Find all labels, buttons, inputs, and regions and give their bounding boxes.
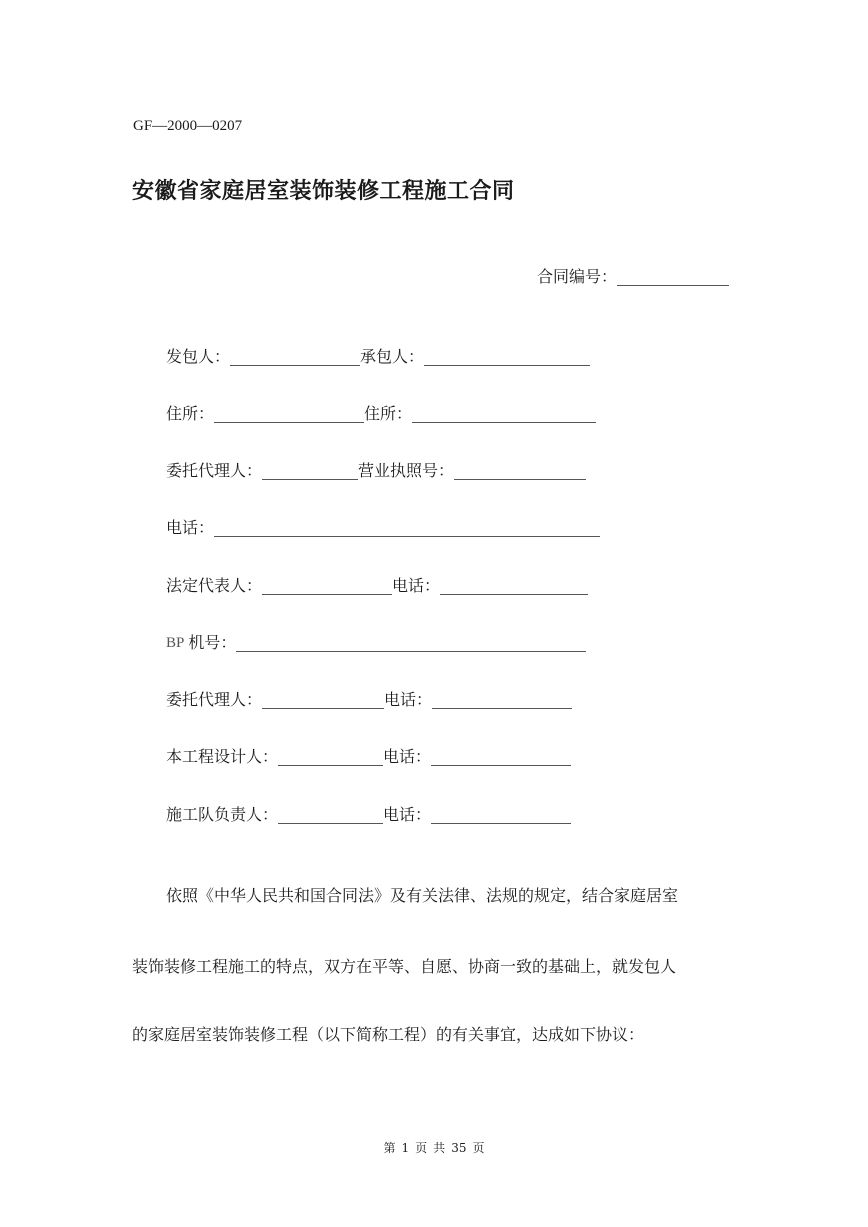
designer-phone-blank[interactable] xyxy=(431,746,571,766)
agent-license-row xyxy=(166,460,586,484)
legal-rep-phone-label: 电话： xyxy=(392,576,441,595)
address-row xyxy=(166,403,596,427)
party-row xyxy=(166,346,590,370)
contract-number-label: 合同编号： xyxy=(537,267,618,286)
employer-agent-label: 委托代理人： xyxy=(166,461,263,480)
employer-label: 发包人： xyxy=(166,347,231,366)
footer-word-gong: 共 xyxy=(433,1141,446,1155)
contractor-agent-row xyxy=(166,689,572,713)
legal-rep-row xyxy=(166,575,588,599)
bp-blank[interactable] xyxy=(236,632,586,652)
contractor-agent-label: 委托代理人： xyxy=(166,690,263,709)
contractor-agent-phone-label: 电话： xyxy=(384,690,433,709)
footer-total-pages: 35 xyxy=(451,1141,467,1155)
contractor-label: 承包人： xyxy=(360,347,425,366)
standard-code: GF—2000—0207 xyxy=(133,118,243,134)
contractor-blank[interactable] xyxy=(424,346,590,366)
legal-rep-blank[interactable] xyxy=(262,575,392,595)
bp-row xyxy=(166,632,586,656)
agreement-paragraph-line-2: 装饰装修工程施工的特点，双方在平等、自愿、协商一致的基础上，就发包人 xyxy=(132,957,677,976)
team-leader-row xyxy=(166,804,571,828)
agreement-paragraph-line-3: 的家庭居室装饰装修工程（以下简称工程）的有关事宜，达成如下协议： xyxy=(132,1025,645,1044)
employer-phone-blank[interactable] xyxy=(214,517,600,537)
contractor-agent-blank[interactable] xyxy=(262,689,384,709)
employer-address-blank[interactable] xyxy=(214,403,364,423)
footer-word-ye: 页 xyxy=(415,1141,428,1155)
legal-rep-label: 法定代表人： xyxy=(166,576,263,595)
team-leader-phone-blank[interactable] xyxy=(431,804,571,824)
agreement-paragraph-line-1: 依照《中华人民共和国合同法》及有关法律、法规的规定，结合家庭居室 xyxy=(166,886,679,905)
contractor-address-blank[interactable] xyxy=(412,403,596,423)
license-label: 营业执照号： xyxy=(358,461,455,480)
employer-blank[interactable] xyxy=(230,346,360,366)
employer-phone-row xyxy=(166,517,600,541)
team-leader-phone-label: 电话： xyxy=(383,805,432,824)
footer-word-di: 第 xyxy=(383,1141,396,1155)
employer-agent-blank[interactable] xyxy=(262,460,358,480)
contract-number-row xyxy=(537,266,729,290)
bp-prefix: BP xyxy=(166,635,185,651)
contractor-address-label: 住所： xyxy=(364,404,413,423)
license-blank[interactable] xyxy=(454,460,586,480)
designer-label: 本工程设计人： xyxy=(166,747,279,766)
team-leader-blank[interactable] xyxy=(278,804,383,824)
legal-rep-phone-blank[interactable] xyxy=(440,575,588,595)
page-footer xyxy=(0,1139,868,1156)
employer-phone-label: 电话： xyxy=(166,518,215,537)
bp-label: 机号： xyxy=(188,633,237,652)
employer-address-label: 住所： xyxy=(166,404,215,423)
contract-number-blank[interactable] xyxy=(617,266,729,286)
contractor-agent-phone-blank[interactable] xyxy=(432,689,572,709)
footer-word-ye-2: 页 xyxy=(472,1141,485,1155)
designer-blank[interactable] xyxy=(278,746,383,766)
team-leader-label: 施工队负责人： xyxy=(166,805,279,824)
designer-phone-label: 电话： xyxy=(383,747,432,766)
contract-title: 安徽省家庭居室装饰装修工程施工合同 xyxy=(132,179,515,204)
designer-row xyxy=(166,746,571,770)
footer-page-number: 1 xyxy=(401,1141,410,1155)
